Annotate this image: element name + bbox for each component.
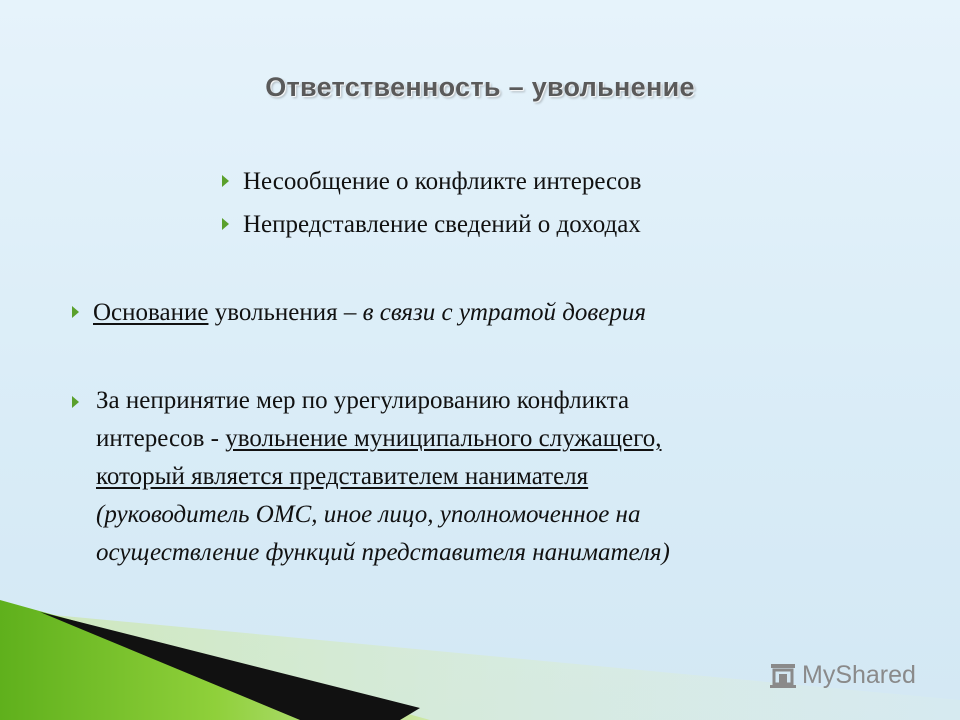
watermark-text: MyShared (802, 660, 916, 689)
basis-underlined: Основание (93, 299, 209, 326)
slide-title: Ответственность – увольнение (265, 72, 695, 102)
bullet-arrow-icon (222, 175, 229, 187)
bullet-dismissal-basis (72, 294, 646, 332)
bullet-text: Непредставление сведений о доходах (243, 211, 641, 238)
bullet-arrow-icon (72, 396, 79, 408)
mortarboard-icon (768, 660, 798, 690)
failure-line-4: (руководитель ОМС, иное лицо, уполномоченное на (96, 501, 641, 528)
myshared-watermark (768, 655, 916, 695)
failure-line-1: За непринятие мер по урегулированию конфликта (96, 387, 630, 414)
failure-line-2-plain: интересов - (96, 425, 226, 452)
basis-plain: увольнения (208, 299, 344, 326)
failure-line-5: осуществление функций представителя нанимателя) (96, 539, 670, 566)
bullet-text: Несообщение о конфликте интересов (243, 168, 642, 195)
bullet-arrow-icon (222, 218, 229, 230)
bullet-failure-measures (72, 382, 872, 572)
bullet-income-nonsubmit (222, 206, 641, 244)
basis-italic: – в связи с утратой доверия (343, 299, 647, 326)
bullet-arrow-icon (72, 306, 79, 318)
bullet-conflict-nonreport (222, 163, 641, 201)
failure-line-2 (96, 420, 872, 458)
failure-line-3: который является представителем нанимателя (96, 463, 589, 490)
failure-line-2-underlined: увольнение муниципального служащего, (225, 425, 662, 452)
